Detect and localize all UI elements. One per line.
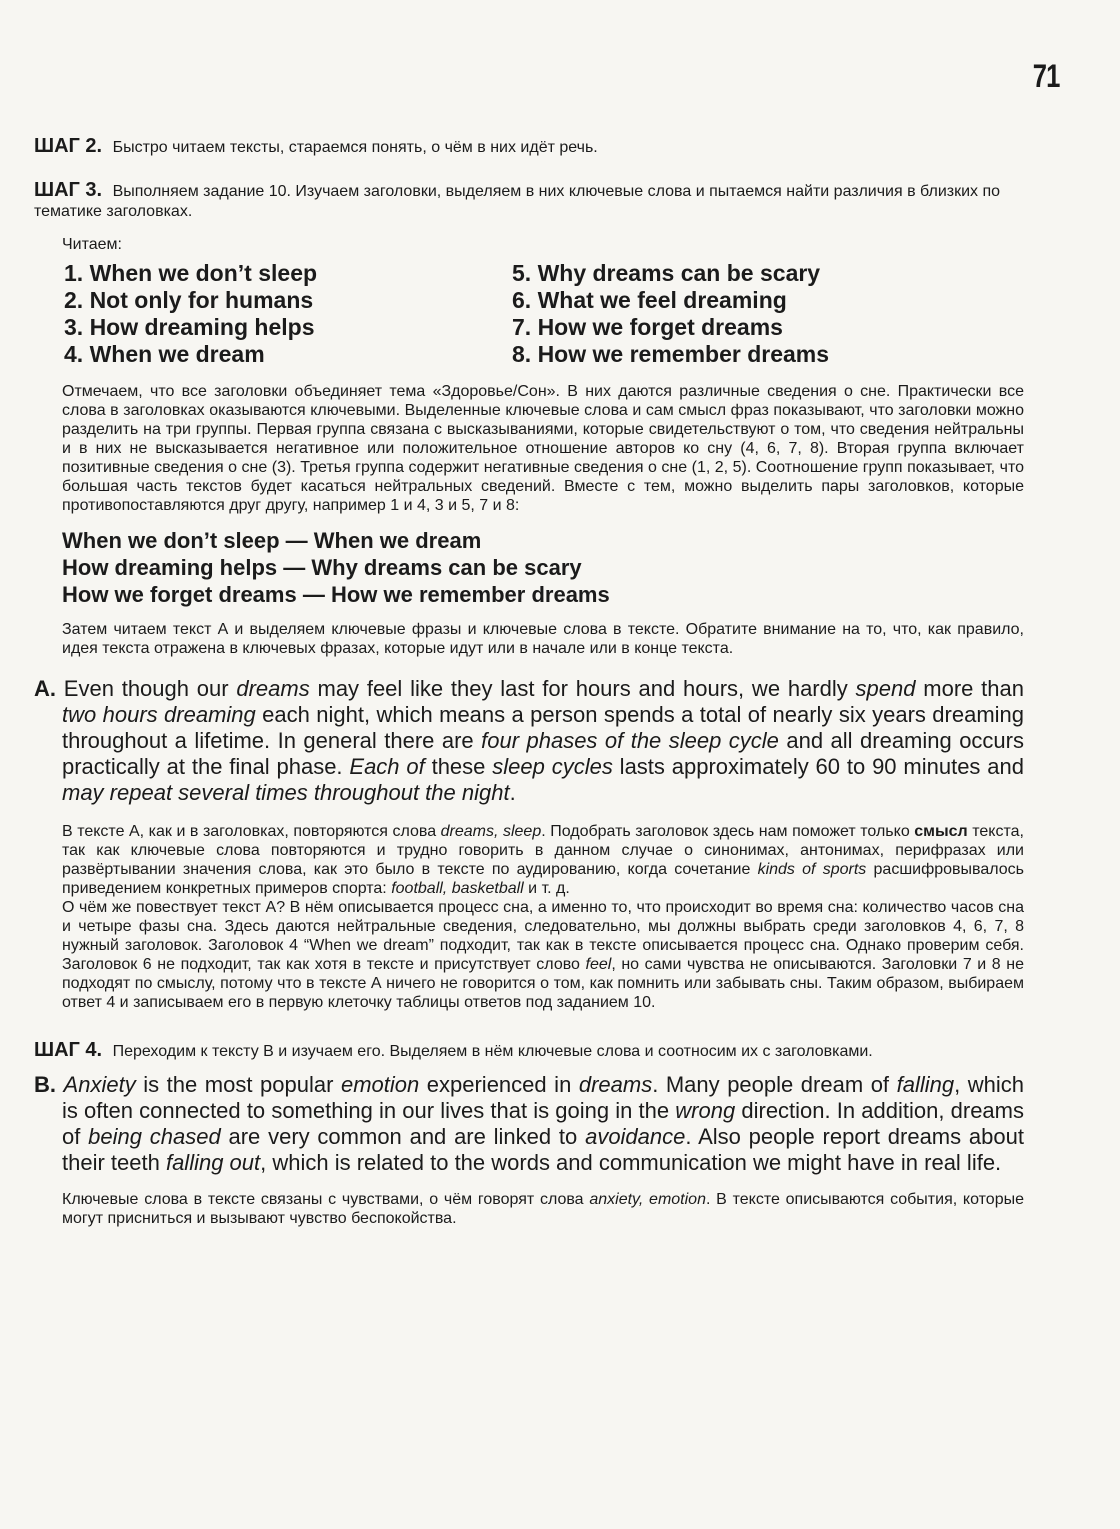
text-b-run: are very common and are linked to xyxy=(220,1124,586,1149)
text-b-run: is the most popular xyxy=(135,1072,341,1097)
text-a-run: each night, which means a person spends a total of nearly six years dreaming throughout a lifetime. In general there are xyxy=(62,702,1024,753)
text-a-run: lasts approximately 60 to 90 minutes and xyxy=(612,754,1024,779)
analysis-paragraph-1: Отмечаем, что все заголовки объединяет тема «Здоровье/Сон». В них даются различные сведения о сне. Практически все слова в заголовках оказываются ключевыми. Выделенные ключевые слова и сам смысл фраз показывают, что заголовки можно разделить на три группы. Первая группа связана с высказываниями, которые свидетельствуют о том, что сведения нейтральны и в них не высказывается негативное или положительное отношение авторов ко сну (4, 6, 7, 8). Вторая группа включает позитивные сведения о сне (3). Третья группа содержит негативные сведения о сне (1, 2, 5). Соотношение групп показывает, что большая часть текстов будет касаться нейтральных сведений. Вместе с тем, можно выделить пары заголовков, которые противопоставляются друг другу, например 1 и 4, 3 и 5, 7 и 8: xyxy=(62,383,1024,514)
text-a-run: these xyxy=(424,754,493,779)
step-3 xyxy=(34,180,1024,222)
text-a-run: and all dreaming occurs practically at the final phase. xyxy=(62,728,1024,779)
text-b-run: dreams xyxy=(578,1072,653,1097)
step-2-label: ШАГ 2. xyxy=(34,135,103,157)
step-4-label: ШАГ 4. xyxy=(34,1039,103,1061)
heading-pairs xyxy=(62,527,1024,608)
text-a-run: sleep cycles xyxy=(492,754,613,779)
text-b-run: direction. In addition, dreams of xyxy=(62,1098,1024,1149)
page-number: 71 xyxy=(1033,58,1060,94)
heading-3: 3. How dreaming helps xyxy=(64,314,315,340)
analysis-paragraph-5 xyxy=(62,1190,1024,1228)
text-a-run: . xyxy=(509,780,516,805)
text-b-run: falling out xyxy=(165,1150,261,1175)
step-4 xyxy=(34,1040,1024,1062)
heading-7: 7. How we forget dreams xyxy=(512,314,783,340)
text-b xyxy=(34,1072,1024,1176)
para-run: football, basketball xyxy=(391,880,524,897)
para-run: dreams, sleep xyxy=(440,823,542,840)
page-content xyxy=(34,136,1024,1228)
text-a xyxy=(34,676,1024,806)
step-4-text: Переходим к тексту В и изучаем его. Выделяем в нём ключевые слова и соотносим их с заголовками. xyxy=(112,1043,873,1060)
text-a-run: may feel like they last for hours and hours, we hardly xyxy=(309,676,856,701)
para-run: kinds of sports xyxy=(757,861,867,878)
text-a-letter: A. xyxy=(34,676,56,701)
text-a-run: Each of xyxy=(349,754,425,779)
analysis-paragraph-3 xyxy=(62,822,1024,898)
text-a-run: may repeat several times throughout the night xyxy=(62,780,510,805)
heading-pair: When we don’t sleep — When we dream xyxy=(62,528,482,553)
para-run: anxiety, emotion xyxy=(589,1191,706,1208)
step-3-text: Выполняем задание 10. Изучаем заголовки, выделяем в них ключевые слова и пытаемся найти различия в близких по тематике заголовках. xyxy=(34,183,1001,220)
text-b-run: . Also people report dreams about their teeth xyxy=(62,1124,1024,1175)
para-run: и т. д. xyxy=(523,880,570,897)
heading-4: 4. When we dream xyxy=(64,341,265,367)
para-run: , но сами чувства не описываются. Заголовки 7 и 8 не подходят по смыслу, потому что в тексте А ничего не говорится о том, как помнить или забывать сны. Таким образом, выбираем ответ 4 и записываем его в первую клеточку таблицы ответов под заданием 10. xyxy=(62,956,1024,1011)
text-b-run: , which is related to the words and communication we might have in real life. xyxy=(260,1150,1002,1175)
analysis-paragraph-4 xyxy=(62,898,1024,1012)
text-b-run: Anxiety xyxy=(63,1072,136,1097)
heading-pair: How dreaming helps — Why dreams can be scary xyxy=(62,555,582,580)
heading-2: 2. Not only for humans xyxy=(64,287,314,313)
text-b-run: wrong xyxy=(675,1098,736,1123)
analysis-paragraph-2: Затем читаем текст А и выделяем ключевые фразы и ключевые слова в тексте. Обратите внимание на то, что, как правило, идея текста отражена в ключевых фразах, которые идут или в начале или в конце текста. xyxy=(62,621,1024,657)
text-b-run: avoidance xyxy=(585,1124,686,1149)
para-run: О чём же повествует текст А? В нём описывается процесс сна, а именно то, что происходит во время сна: количество часов сна и четыре фазы сна. Здесь даются нейтральные сведения, следовательно, мы должны выбрать среди заголовков 4, 6, 7, 8 нужный заголовок. Заголовок 4 “When we dream” подходит, так как в тексте описывается процесс сна. Однако проверим себя. Заголовок 6 не подходит, так как хотя в тексте и присутствует слово xyxy=(62,899,1024,973)
text-b-run: , which is often connected to something in our lives that is going in the xyxy=(62,1072,1024,1123)
heading-6: 6. What we feel dreaming xyxy=(512,287,787,313)
text-a-run: four phases of the sleep cycle xyxy=(481,728,779,753)
read-label: Читаем: xyxy=(62,236,122,253)
text-b-run: . Many people dream of xyxy=(652,1072,897,1097)
para-run: Ключевые слова в тексте связаны с чувствами, о чём говорят слова xyxy=(62,1191,590,1208)
text-a-run: Even though our xyxy=(63,676,237,701)
para-run: . В тексте описываются события, которые могут присниться и вызывают чувство беспокойства. xyxy=(62,1191,1025,1227)
text-b-run: emotion xyxy=(340,1072,420,1097)
step-3-label: ШАГ 3. xyxy=(34,179,103,201)
para-run: смысл xyxy=(914,823,968,840)
heading-8: 8. How we remember dreams xyxy=(512,341,830,367)
para-run: текста, так как ключевые слова повторяются и трудно говорить в данном случае о синонимах, антонимах, перифразах или развёртывании значения слова, как это было в тексте по аудированию, когда сочетание xyxy=(62,823,1024,878)
para-run: расшифровывалось приведением конкретных примеров спорта: xyxy=(62,861,1025,897)
heading-pair: How we forget dreams — How we remember dreams xyxy=(62,582,610,607)
para-run: . Подобрать заголовок здесь нам поможет только xyxy=(541,823,915,840)
text-a-run: dreams xyxy=(236,676,310,701)
text-a-run: more than xyxy=(915,676,1024,701)
para-run: feel xyxy=(585,956,612,973)
text-b-run: being chased xyxy=(88,1124,221,1149)
headings-list xyxy=(64,260,1024,368)
text-b-letter: B. xyxy=(34,1072,56,1097)
text-a-run: spend xyxy=(855,676,916,701)
para-run: В тексте А, как и в заголовках, повторяются слова xyxy=(62,823,441,840)
heading-1: 1. When we don’t sleep xyxy=(64,260,318,286)
step-2-text: Быстро читаем тексты, стараемся понять, о чём в них идёт речь. xyxy=(112,139,598,156)
text-a-run: two hours dreaming xyxy=(62,702,256,727)
text-b-run: experienced in xyxy=(419,1072,579,1097)
heading-5: 5. Why dreams can be scary xyxy=(512,260,821,286)
step-2 xyxy=(34,136,1024,158)
text-b-run: falling xyxy=(896,1072,955,1097)
